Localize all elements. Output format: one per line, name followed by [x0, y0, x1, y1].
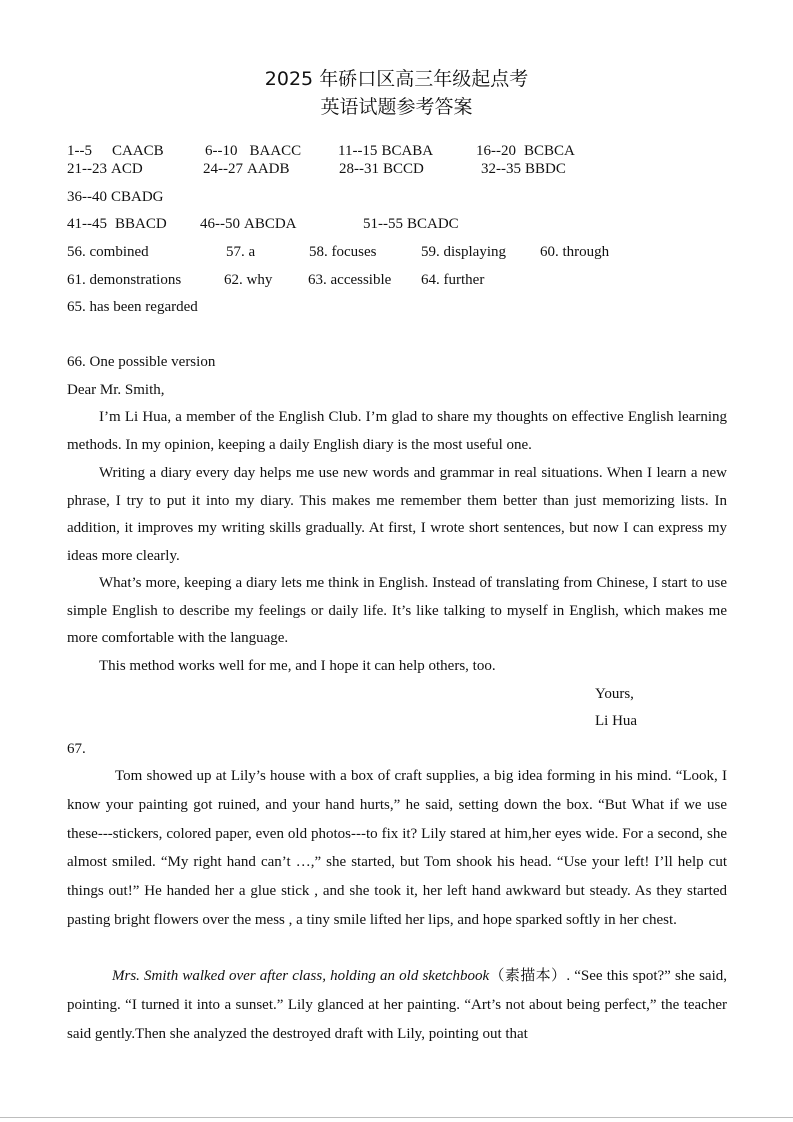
letter-paragraph: What’s more, keeping a diary lets me think in English. Instead of translating from Chinese, I start to use simple English to describe my feelings or daily life. It’s like talking to myself in English, which makes me more comfortable with the language.: [67, 575, 727, 647]
fill-answer: 58. focuses: [309, 244, 377, 260]
fill-answer: 63. accessible: [308, 272, 392, 288]
story-paragraph: Tom showed up at Lily’s house with a box of craft supplies, a big idea forming in his mind. “Look, I know your painting got ruined, and your hand hurts,” he said, setting down the box. “But What if we use these---stickers, colored paper, even old photos---to fix it? Lily stared at him,her eyes wide. For a second, she almost smiled. “My right hand can’t …,” she started, but Tom shook his head. “Use your left! I’ll help cut things out!” He handed her a glue stick , and she took it, her left hand awkward but steady. As they started pasting bright flowers over the mess , a tiny smile lifted her lips, and hope sparked softly in her chest.: [67, 768, 727, 928]
answer-value: CAACB: [112, 143, 164, 159]
story-paragraph: Mrs. Smith walked over after class, holding an old sketchbook（素描本）. “See this spot?” she said, pointing. “I turned it into a sunset.” Lily glanced at her painting. “Art’s not about being perfect,” the teacher said gently.Then she analyzed the destroyed draft with Lily, pointing out that: [67, 968, 727, 1042]
answer-range: 16--20: [476, 143, 516, 159]
answer-range: 36--40: [67, 189, 107, 205]
answer-range: 32--35: [481, 161, 521, 177]
answer-value: CBADG: [111, 189, 164, 205]
fill-answer: 64. further: [421, 272, 485, 288]
answer-group: [67, 189, 164, 206]
page-title: 2025 年硚口区高三年级起点考: [264, 68, 529, 90]
fill-answer: 62. why: [224, 272, 273, 288]
answer-group: [67, 143, 164, 160]
answer-value: BBDC: [525, 161, 566, 177]
answer-range: 1--5: [67, 143, 92, 159]
answer-group: [363, 216, 459, 233]
page-subtitle: 英语试题参考答案: [320, 96, 473, 118]
answer-range: 46--50: [200, 216, 240, 232]
answer-group: [481, 161, 566, 178]
answer-group: [476, 143, 575, 160]
letter-salutation: Dear Mr. Smith,: [67, 382, 165, 398]
answer-value: ABCDA: [244, 216, 297, 232]
answer-group: [200, 216, 297, 233]
answer-group: [67, 161, 143, 178]
fill-answer: 61. demonstrations: [67, 272, 182, 288]
answer-range: 21--23: [67, 161, 107, 177]
letter-paragraph: This method works well for me, and I hope it can help others, too.: [99, 658, 496, 674]
answer-range: 28--31: [339, 161, 379, 177]
answer-value: AADB: [247, 161, 290, 177]
fill-answer: 56. combined: [67, 244, 149, 260]
letter-signature: Li Hua: [595, 713, 638, 729]
answer-value: BBACD: [115, 216, 167, 232]
letter-paragraph: I’m Li Hua, a member of the English Club. I’m glad to share my thoughts on effective English learning methods. In my opinion, keeping a daily English diary is the most useful one.: [67, 409, 727, 453]
answer-value: BCADC: [407, 216, 459, 232]
fill-answer: 59. displaying: [421, 244, 506, 260]
page-bottom-rule: [0, 1117, 793, 1118]
q66-heading: 66. One possible version: [67, 354, 216, 370]
answer-range: 41--45: [67, 216, 107, 232]
answer-value: ACD: [111, 161, 143, 177]
answer-range: 24--27: [203, 161, 243, 177]
letter-closing: Yours,: [595, 686, 634, 702]
answer-group: [205, 143, 301, 160]
answer-value: BCBCA: [524, 143, 575, 159]
answer-group: [67, 216, 167, 233]
answer-value: BAACC: [249, 143, 302, 159]
answer-value: BCCD: [383, 161, 424, 177]
q67-heading: 67.: [67, 741, 86, 757]
story-italic-lead: Mrs. Smith walked over after class, holding an old sketchbook: [112, 968, 490, 984]
answer-range: 6--10: [205, 143, 238, 159]
answer-range: 51--55: [363, 216, 403, 232]
answer-group: [338, 143, 433, 160]
answer-value: BCABA: [381, 143, 434, 159]
answer-group: [203, 161, 290, 178]
answer-range: 11--15: [338, 143, 378, 159]
fill-answer: 57. a: [226, 244, 256, 260]
fill-answer: 60. through: [540, 244, 610, 260]
letter-paragraph: Writing a diary every day helps me use new words and grammar in real situations. When I learn a new phrase, I try to put it into my diary. This makes me remember them better than just memorizing lists. In addition, it improves my writing skills gradually. At first, I wrote short sentences, but now I can express my ideas more clearly.: [67, 465, 727, 564]
fill-answer: 65. has been regarded: [67, 299, 198, 315]
answer-group: [339, 161, 424, 178]
